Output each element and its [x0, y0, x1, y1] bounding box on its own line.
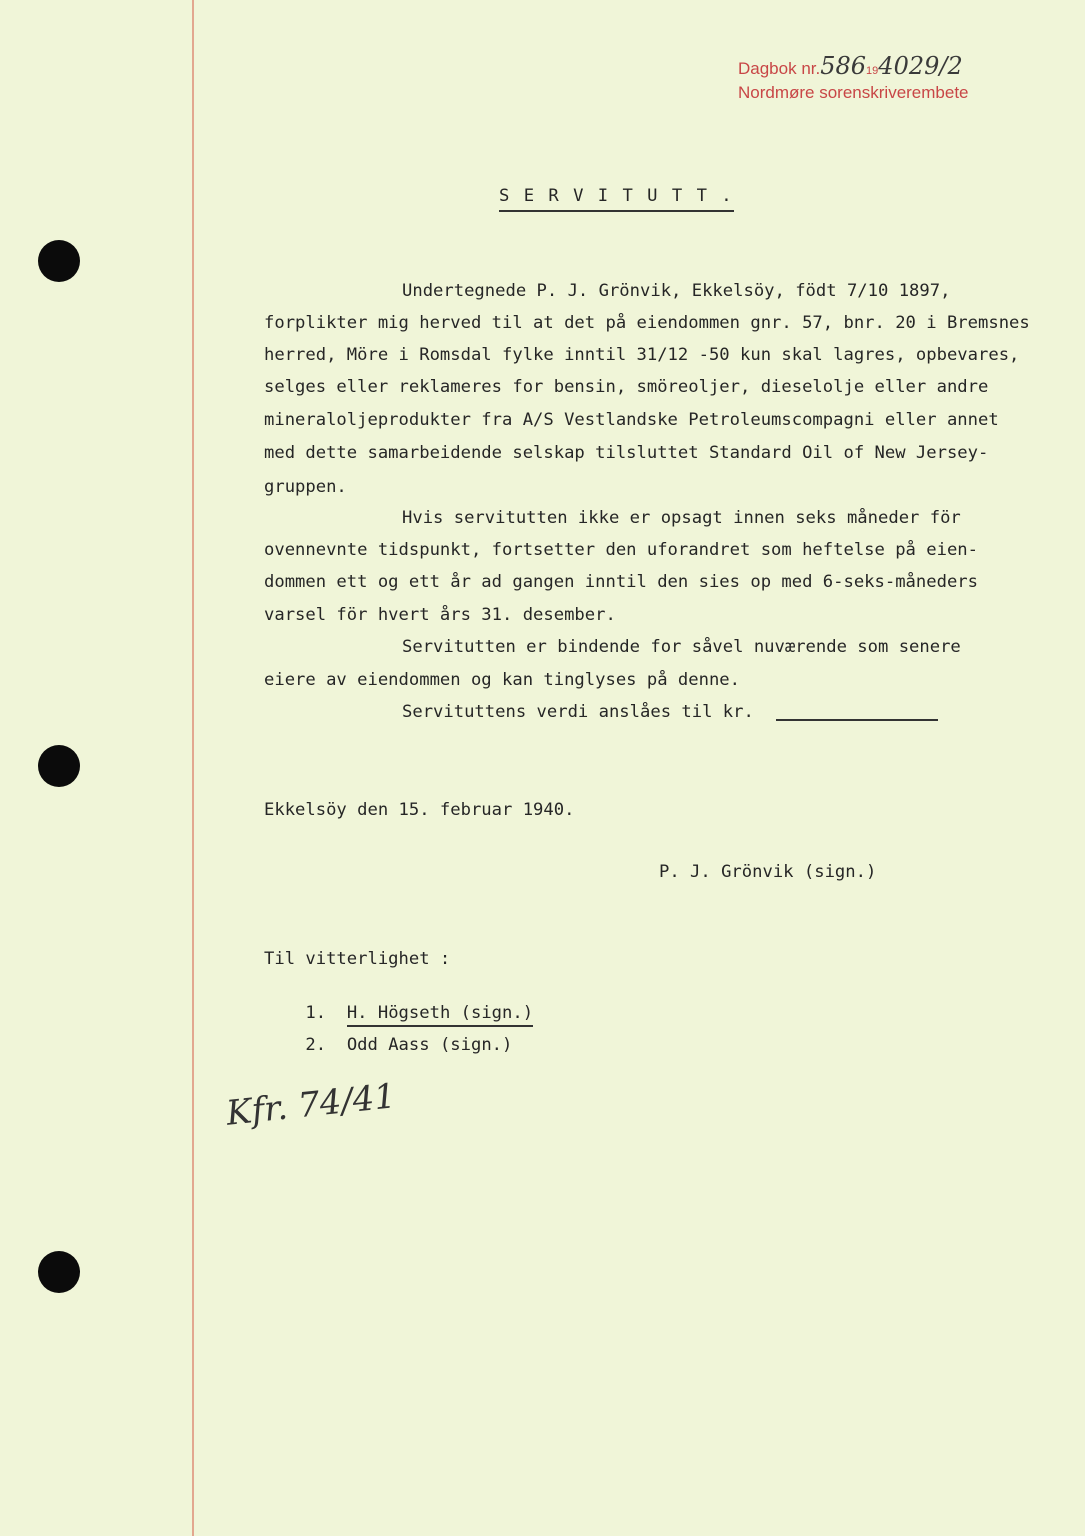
registry-stamp: [738, 52, 969, 103]
body-line-8: Hvis servitutten ikke er opsagt innen seks måneder för: [402, 508, 961, 528]
stamp-prefix: Dagbok nr.: [738, 59, 821, 78]
signature: P. J. Grönvik (sign.): [659, 862, 877, 882]
punch-hole-middle: [38, 745, 80, 787]
body-line-13: eiere av eiendommen og kan tinglyses på denne.: [264, 670, 740, 690]
witness-name: H. Högseth (sign.): [347, 1003, 533, 1027]
punch-hole-top: [38, 240, 80, 282]
body-line-11: varsel för hvert års 31. desember.: [264, 605, 616, 625]
body-line-3: herred, Möre i Romsdal fylke inntil 31/12 -50 kun skal lagres, opbevares,: [264, 345, 1020, 365]
value-blank-line: [776, 719, 938, 721]
witness-number: 1.: [305, 1003, 327, 1023]
body-line-1: Undertegnede P. J. Grönvik, Ekkelsöy, födt 7/10 1897,: [402, 281, 951, 301]
body-line-5: mineraloljeprodukter fra A/S Vestlandske Petroleumscompagni eller annet: [264, 410, 999, 430]
body-line-14: Servituttens verdi anslåes til kr.: [402, 702, 754, 722]
stamp-number: 586: [820, 52, 867, 80]
body-line-10: dommen ett og ett år ad gangen inntil den sies op med 6-seks-måneders: [264, 572, 978, 592]
place-date: Ekkelsöy den 15. februar 1940.: [264, 800, 575, 820]
document-title: S E R V I T U T T .: [499, 186, 734, 212]
witness-number: 2.: [305, 1035, 327, 1055]
stamp-year-prefix: 19: [866, 65, 879, 77]
body-line-9: ovennevnte tidspunkt, fortsetter den uforandret som heftelse på eien-: [264, 540, 978, 560]
body-line-12: Servitutten er bindende for såvel nuværende som senere: [402, 637, 961, 657]
stamp-line-1: [738, 52, 969, 82]
witness-name: Odd Aass (sign.): [346, 1035, 513, 1055]
body-line-2: forplikter mig herved til at det på eiendommen gnr. 57, bnr. 20 i Bremsnes: [264, 313, 1030, 333]
margin-line: [192, 0, 194, 1536]
punch-hole-bottom: [38, 1251, 80, 1293]
stamp-office: Nordmøre sorenskriverembete: [738, 83, 969, 102]
stamp-date: 29/2: [908, 52, 963, 80]
body-line-7: gruppen.: [264, 477, 347, 497]
witness-2: [264, 1015, 512, 1075]
body-line-6: med dette samarbeidende selskap tilsluttet Standard Oil of New Jersey-: [264, 443, 989, 463]
body-line-4: selges eller reklameres for bensin, smöreoljer, dieselolje eller andre: [264, 377, 989, 397]
handwritten-note: Kfr. 74/41: [224, 1076, 398, 1134]
witness-heading: Til vitterlighet :: [264, 949, 451, 969]
stamp-year-suffix: 40: [878, 52, 909, 80]
